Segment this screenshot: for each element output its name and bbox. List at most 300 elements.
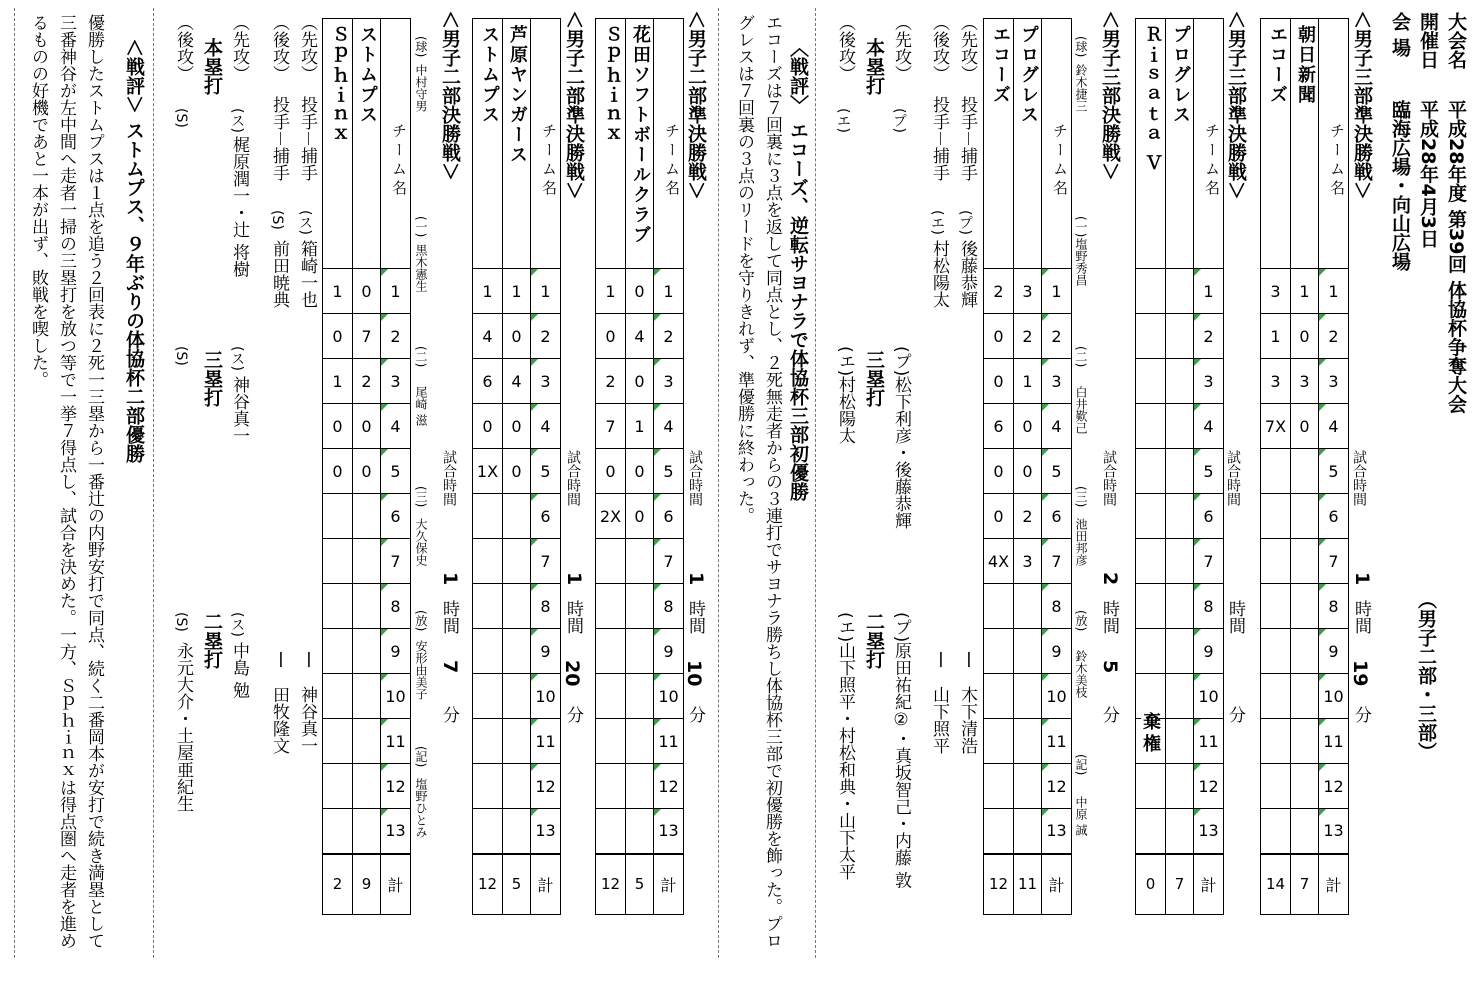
score-cell: [1166, 359, 1194, 404]
score-cell: [503, 719, 531, 764]
team-total: 12: [596, 854, 626, 915]
inning-number: 9: [381, 629, 411, 674]
score-cell: 2: [353, 359, 381, 404]
inning-number: 1: [1319, 269, 1349, 314]
hit-type: 三塁打: [863, 350, 885, 407]
inning-number: 2: [1194, 314, 1224, 359]
inning-number: 10: [531, 674, 561, 719]
umpire-name: 塩野秀昌: [1074, 238, 1088, 286]
battery-pitcher: 後藤恭輝: [957, 240, 977, 308]
game-time-label: 試合時間: [687, 450, 703, 506]
hit-team-mark: (ス): [229, 612, 245, 637]
score-cell: 1: [503, 269, 531, 314]
inning-number: 4: [1194, 404, 1224, 449]
inning-number: 7: [1319, 539, 1349, 584]
team-total: 14: [1261, 854, 1291, 915]
score-cell: [1291, 449, 1319, 494]
score-cell: 0: [353, 269, 381, 314]
score-cell: [1261, 674, 1291, 719]
game-time-hours-unit: 時間: [1225, 600, 1245, 634]
inning-number: 11: [531, 719, 561, 764]
inning-number: 7: [531, 539, 561, 584]
score-cell: [626, 539, 654, 584]
score-cell: [984, 719, 1014, 764]
game-time-label: 試合時間: [565, 450, 581, 506]
umpire-role: (二): [414, 346, 428, 368]
umpire-role: (球): [1074, 36, 1088, 58]
score-cell: [1136, 269, 1166, 314]
game-time-minutes-unit: 分: [1099, 706, 1119, 723]
score-cell: 3: [1261, 359, 1291, 404]
score-cell: [1291, 719, 1319, 764]
score-cell: [353, 674, 381, 719]
column-divider: [153, 8, 154, 958]
game-time-label: 試合時間: [1351, 450, 1367, 506]
game-time-hours-unit: 時間: [1351, 600, 1371, 634]
hit-names: 永元大介・土屋亜紀生: [173, 642, 193, 812]
score-cell: 1: [323, 269, 353, 314]
score-cell: [626, 809, 654, 854]
game-time-hours-unit: 時間: [439, 600, 459, 634]
inning-number: 11: [654, 719, 684, 764]
hit-type: 二塁打: [201, 612, 223, 669]
score-cell: 2: [1014, 314, 1042, 359]
hit-names: 中島 勉: [229, 642, 249, 699]
score-cell: [353, 494, 381, 539]
battery-catcher: 神谷真一: [297, 686, 317, 754]
score-cell: [1261, 629, 1291, 674]
score-cell: 0: [503, 404, 531, 449]
inning-number: 13: [1042, 809, 1072, 854]
score-cell: [503, 629, 531, 674]
score-cell: [323, 494, 353, 539]
score-cell: 2: [596, 359, 626, 404]
inning-number: 7: [1194, 539, 1224, 584]
game-time-minutes: 19: [1349, 660, 1371, 687]
inning-number: 1: [531, 269, 561, 314]
score-cell: [473, 674, 503, 719]
score-cell: 7: [353, 314, 381, 359]
umpire-role: (一): [1074, 216, 1088, 238]
battery-label: 投手－捕手: [929, 96, 949, 181]
team-total: 9: [353, 854, 381, 915]
hit-team-mark: (ス): [229, 346, 245, 371]
battery-catcher: 木下清浩: [957, 686, 977, 754]
umpire-name: 池田邦彦: [1074, 518, 1088, 566]
score-cell: [1261, 764, 1291, 809]
score-cell: [1166, 494, 1194, 539]
score-cell: [626, 629, 654, 674]
inning-number: 4: [381, 404, 411, 449]
score-cell: [626, 764, 654, 809]
umpire-role: (一): [414, 216, 428, 238]
total-header: 計: [381, 854, 411, 915]
inning-number: 3: [1042, 359, 1072, 404]
hit-names: 神谷真一: [229, 376, 249, 444]
battery-dash: －: [957, 650, 979, 670]
score-cell: [1291, 584, 1319, 629]
inning-number: 11: [381, 719, 411, 764]
score-cell: [503, 674, 531, 719]
score-cell: [1166, 449, 1194, 494]
score-cell: [1014, 809, 1042, 854]
inning-number: 7: [654, 539, 684, 584]
score-cell: [473, 584, 503, 629]
hit-type: 本塁打: [201, 38, 223, 95]
inning-number: 12: [1042, 764, 1072, 809]
score-cell: 1: [596, 269, 626, 314]
umpire-role: (三): [1074, 486, 1088, 508]
hit-team-mark: (エ): [835, 108, 851, 133]
score-cell: [596, 674, 626, 719]
umpire-name: 大久保史: [414, 518, 428, 566]
inning-number: 9: [1319, 629, 1349, 674]
scoreboard: [1135, 18, 1224, 915]
score-cell: 0: [353, 449, 381, 494]
score-cell: [323, 764, 353, 809]
inning-number: 6: [381, 494, 411, 539]
score-cell: [1291, 809, 1319, 854]
umpire-role: (記): [1074, 754, 1088, 776]
battery-dash: －: [929, 650, 951, 670]
inning-number: 11: [1042, 719, 1072, 764]
hit-team-mark: (エ): [835, 612, 855, 643]
inning-number: 4: [531, 404, 561, 449]
umpire-role: (三): [414, 486, 428, 508]
inning-number: 6: [654, 494, 684, 539]
team-name: Ｓｐｈｉｎｘ: [596, 19, 626, 269]
score-cell: 3: [1014, 269, 1042, 314]
scoreboard: [322, 18, 411, 915]
umpire-name: 鈴木捷三: [1074, 64, 1088, 112]
score-cell: [1261, 719, 1291, 764]
score-cell: [1291, 494, 1319, 539]
inning-number: 4: [1319, 404, 1349, 449]
score-cell: [596, 764, 626, 809]
team-name: Ｓｐｈｉｎｘ: [323, 19, 353, 269]
team-name: Ｒｉｓａｔａ Ｖ: [1136, 19, 1166, 269]
score-cell: 1: [626, 404, 654, 449]
score-cell: [1166, 584, 1194, 629]
score-cell: [473, 629, 503, 674]
score-cell: [1136, 404, 1166, 449]
total-header: 計: [1319, 854, 1349, 915]
score-cell: 0: [323, 449, 353, 494]
hit-team-mark: (S): [173, 346, 189, 366]
score-cell: 4: [503, 359, 531, 404]
inning-number: 3: [1194, 359, 1224, 404]
score-cell: 6: [473, 359, 503, 404]
umpire-name: 安形由美子: [414, 640, 428, 700]
team-name: ストムプス: [473, 19, 503, 269]
score-cell: 3: [1291, 359, 1319, 404]
score-cell: 1: [473, 269, 503, 314]
inning-number: 9: [654, 629, 684, 674]
inning-number: 9: [1194, 629, 1224, 674]
review-title: ＜戦評＞ ストムプス、９年ぶりの体協杯二部優勝: [123, 38, 145, 463]
battery-label: 投手－捕手: [269, 96, 289, 181]
game-title: ＜男子二部決勝戦＞: [439, 10, 461, 182]
battery-side: （先攻）: [957, 14, 977, 82]
score-cell: 0: [984, 314, 1014, 359]
score-cell: 0: [626, 269, 654, 314]
score-cell: [596, 719, 626, 764]
team-total: 5: [626, 854, 654, 915]
umpire-role: (球): [414, 36, 428, 58]
score-cell: [503, 539, 531, 584]
score-cell: [1166, 719, 1194, 764]
score-cell: 0: [596, 314, 626, 359]
game-time-label: 試合時間: [1225, 450, 1241, 506]
inning-number: 2: [381, 314, 411, 359]
score-cell: [1166, 314, 1194, 359]
score-cell: [1291, 674, 1319, 719]
score-cell: [1014, 674, 1042, 719]
scoreboard: [983, 18, 1072, 915]
score-cell: 6: [984, 404, 1014, 449]
score-cell: [596, 809, 626, 854]
score-cell: [626, 584, 654, 629]
score-cell: [1136, 629, 1166, 674]
game-time-hours: 1: [563, 572, 585, 586]
score-cell: [1014, 719, 1042, 764]
umpire-name: 中村守男: [414, 64, 428, 112]
team-name: 花田ソフトボールクラブ: [626, 19, 654, 269]
score-cell: [1166, 404, 1194, 449]
game-time-hours-unit: 時間: [1099, 600, 1119, 634]
game-time-minutes-unit: 分: [439, 706, 459, 723]
inning-number: 4: [654, 404, 684, 449]
score-cell: 0: [323, 404, 353, 449]
score-cell: 0: [984, 359, 1014, 404]
game-time-hours: 1: [685, 572, 707, 586]
inning-number: 8: [381, 584, 411, 629]
game-time-minutes: 20: [561, 660, 583, 687]
score-cell: [984, 629, 1014, 674]
inning-number: 6: [1194, 494, 1224, 539]
score-cell: [1261, 494, 1291, 539]
score-cell: [323, 629, 353, 674]
game-time-hours: 2: [1099, 572, 1121, 586]
inning-number: 8: [1194, 584, 1224, 629]
hit-type: 三塁打: [201, 350, 223, 407]
venue-label: 会 場: [1389, 12, 1411, 57]
battery-catcher: 田牧隆文: [269, 686, 289, 754]
score-cell: [596, 584, 626, 629]
inning-number: 6: [1042, 494, 1072, 539]
team-total: 11: [1014, 854, 1042, 915]
review-text: エコーズは７回裏に３点を返して同点とし、２死無走者からの３連打でサヨナラ勝ちし体協杯三部で初優勝を飾った。プログレスは７回裏の３点のリードを守りきれず、準優勝に終わった。: [734, 14, 782, 949]
score-cell: [503, 809, 531, 854]
game-time-minutes-unit: 分: [1351, 706, 1371, 723]
game-time-hours: 1: [1351, 572, 1373, 586]
battery-team-mark: (S): [269, 210, 285, 230]
umpire-name: 鈴木美枝: [1074, 650, 1088, 698]
tournament-name: 平成28年度 第39回 体協杯争奪大会: [1445, 100, 1467, 414]
score-cell: 4: [473, 314, 503, 359]
total-header: 計: [1194, 854, 1224, 915]
battery-dash: －: [269, 650, 291, 670]
score-cell: [323, 539, 353, 584]
team-total: 7: [1291, 854, 1319, 915]
game-time-hours-unit: 時間: [563, 600, 583, 634]
score-cell: [984, 584, 1014, 629]
score-cell: [596, 629, 626, 674]
team-header: チーム名: [654, 19, 684, 269]
score-cell: [353, 584, 381, 629]
team-name: エコーズ: [984, 19, 1014, 269]
column-divider: [14, 8, 15, 958]
umpire-role: (記): [414, 746, 428, 768]
score-cell: [353, 719, 381, 764]
score-cell: [1166, 764, 1194, 809]
inning-number: 9: [531, 629, 561, 674]
score-cell: [1136, 494, 1166, 539]
game-title: ＜男子三部準決勝戦＞: [1351, 10, 1373, 201]
inning-number: 2: [1042, 314, 1072, 359]
hit-team-mark: (プ): [891, 108, 907, 133]
battery-side: （後攻）: [929, 14, 949, 82]
score-cell: [626, 674, 654, 719]
score-cell: 0: [626, 449, 654, 494]
hit-team-mark: (プ): [891, 612, 911, 643]
inning-number: 10: [1194, 674, 1224, 719]
inning-number: 9: [1042, 629, 1072, 674]
score-cell: [473, 539, 503, 584]
inning-number: 5: [654, 449, 684, 494]
score-cell: [323, 674, 353, 719]
column-divider: [718, 8, 719, 958]
inning-number: 10: [654, 674, 684, 719]
score-cell: [596, 539, 626, 584]
score-cell: [1261, 809, 1291, 854]
inning-number: 2: [1319, 314, 1349, 359]
inning-number: 13: [381, 809, 411, 854]
forfeit-label: 棄権: [1140, 712, 1161, 756]
battery-pitcher: 村松陽太: [929, 240, 949, 308]
game-title: ＜男子二部準決勝戦＞: [685, 10, 707, 201]
hit-type: 二塁打: [863, 612, 885, 669]
inning-number: 10: [1319, 674, 1349, 719]
score-cell: 0: [1291, 314, 1319, 359]
inning-number: 5: [1194, 449, 1224, 494]
score-cell: 0: [1291, 404, 1319, 449]
game-title: ＜男子三部準決勝戦＞: [1225, 10, 1247, 201]
team-total: 2: [323, 854, 353, 915]
inning-number: 12: [381, 764, 411, 809]
inning-number: 11: [1319, 719, 1349, 764]
inning-number: 1: [654, 269, 684, 314]
date-value: 平成28年4月3日: [1417, 100, 1439, 248]
total-header: 計: [1042, 854, 1072, 915]
review-text: 優勝したストムプスは１点を追う２回表に２死一三塁から一番辻の内野安打で同点、続く二番岡本が安打で続き満塁として三番神谷が左中間へ走者一掃の三塁打を放つ等で一挙７得点し、試合を決めた。一方、Ｓｐｈｉｎｘは得点圏へ走者を進めるものの好機であと一本が出ず、敗戦を喫した。: [28, 14, 104, 949]
score-cell: 4: [626, 314, 654, 359]
game-title: ＜男子三部決勝戦＞: [1099, 10, 1121, 182]
hit-type: 本塁打: [863, 38, 885, 95]
game-time-minutes-unit: 分: [563, 706, 583, 723]
score-cell: [1136, 314, 1166, 359]
score-cell: 1: [1014, 359, 1042, 404]
score-cell: 0: [984, 449, 1014, 494]
score-cell: [1136, 359, 1166, 404]
inning-number: 1: [381, 269, 411, 314]
score-cell: 0: [984, 494, 1014, 539]
score-cell: 0: [596, 449, 626, 494]
division-note: （男子二部・三部）: [1415, 590, 1437, 761]
team-name: プログレス: [1014, 19, 1042, 269]
team-total: 12: [984, 854, 1014, 915]
hit-names: 梶原潤一・辻 将樹: [229, 136, 249, 278]
battery-side: （後攻）: [269, 14, 289, 82]
umpire-name: 尾崎 滋: [414, 386, 428, 426]
score-cell: [353, 629, 381, 674]
score-cell: [1136, 584, 1166, 629]
tournament-label: 大会名: [1445, 12, 1467, 69]
score-cell: 0: [503, 449, 531, 494]
score-cell: [473, 809, 503, 854]
team-name: ストムプス: [353, 19, 381, 269]
inning-number: 4: [1042, 404, 1072, 449]
inning-number: 6: [531, 494, 561, 539]
inning-number: 6: [1319, 494, 1349, 539]
score-cell: 0: [323, 314, 353, 359]
score-cell: [1261, 449, 1291, 494]
inning-number: 10: [1042, 674, 1072, 719]
hit-team-mark: (S): [173, 108, 189, 128]
score-cell: 0: [353, 404, 381, 449]
team-total: 5: [503, 854, 531, 915]
review-title: 〈戦評〉 エコーズ、逆転サヨナラで体協杯三部初優勝: [787, 38, 809, 501]
hit-team-mark: (ス): [229, 108, 245, 133]
score-cell: [323, 584, 353, 629]
battery-label: 投手－捕手: [297, 96, 317, 181]
score-cell: 0: [626, 359, 654, 404]
score-cell: 0: [473, 404, 503, 449]
hit-side: （先攻）: [229, 14, 249, 82]
score-cell: [323, 809, 353, 854]
hit-team-mark: (エ): [835, 346, 855, 377]
inning-number: 3: [531, 359, 561, 404]
team-name: 芦原ヤンガース: [503, 19, 531, 269]
team-total: 12: [473, 854, 503, 915]
score-cell: 7X: [1261, 404, 1291, 449]
hit-names: 松下利彦・後藤恭輝: [891, 376, 911, 529]
hit-names: 原田祐紀②・真坂智己・内藤 敦: [891, 642, 911, 889]
score-cell: [473, 494, 503, 539]
inning-number: 1: [1194, 269, 1224, 314]
hit-side: （後攻）: [835, 14, 855, 82]
team-name: エコーズ: [1261, 19, 1291, 269]
team-name: プログレス: [1166, 19, 1194, 269]
venue-value: 臨海広場・向山広場: [1389, 100, 1411, 271]
score-cell: [1136, 809, 1166, 854]
inning-number: 5: [381, 449, 411, 494]
score-cell: 0: [1014, 449, 1042, 494]
score-cell: [626, 719, 654, 764]
inning-number: 13: [1319, 809, 1349, 854]
inning-number: 13: [654, 809, 684, 854]
total-header: 計: [531, 854, 561, 915]
score-cell: [984, 809, 1014, 854]
score-cell: 1: [1261, 314, 1291, 359]
score-cell: [473, 719, 503, 764]
team-header: チーム名: [1042, 19, 1072, 269]
team-header: チーム名: [1319, 19, 1349, 269]
score-cell: 7: [596, 404, 626, 449]
inning-number: 3: [1319, 359, 1349, 404]
score-cell: [1261, 584, 1291, 629]
hit-team-mark: (プ): [891, 346, 911, 377]
